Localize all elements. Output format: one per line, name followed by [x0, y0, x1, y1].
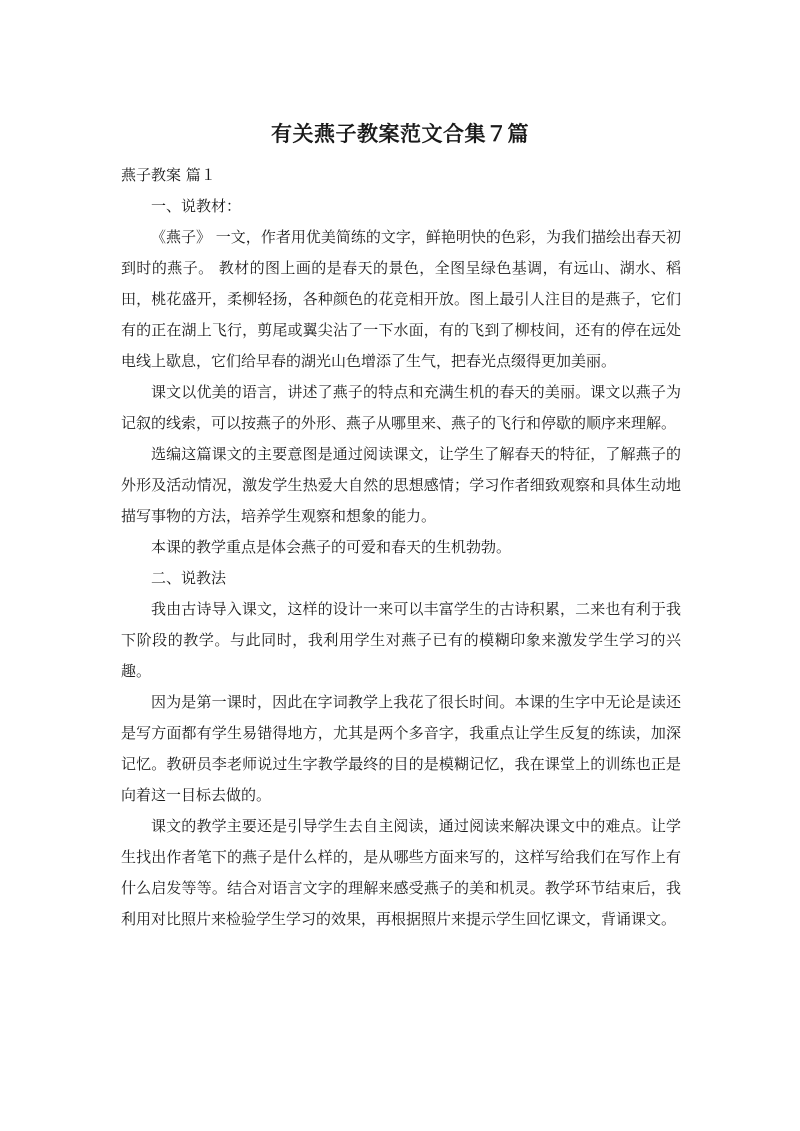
body-paragraph: 选编这篇课文的主要意图是通过阅读课文，让学生了解春天的特征，了解燕子的外形及活动情况，激发学生热爱大自然的思想感情；学习作者细致观察和具体生动地描写事物的方法，培养学生观察和想象的能力。	[121, 445, 681, 525]
section-subheading-materials: 一、说教材：	[151, 197, 242, 215]
section-heading: 燕子教案 篇１	[121, 166, 216, 184]
section-subheading-methods: 二、说教法	[151, 569, 227, 587]
body-paragraph: 因为是第一课时，因此在字词教学上我花了很长时间。本课的生字中无论是读还是写方面都有学生易错得地方，尤其是两个多音字，我重点让学生反复的练读，加深记忆。教研员李老师说过生字教学最终的目的是模糊记忆，我在课堂上的训练也正是向着这一目标去做的。	[121, 693, 681, 804]
document-title: 有关燕子教案范文合集７篇	[271, 122, 529, 146]
document-body	[121, 160, 681, 935]
body-paragraph: 《燕子》 一文，作者用优美简练的文字，鲜艳明快的色彩，为我们描绘出春天初到时的燕子。 教材的图上画的是春天的景色，全图呈绿色基调，有远山、湖水、稻田，桃花盛开，柔柳轻扬，各种颜色的花竞相开放。图上最引人注目的是燕子，它们有的正在湖上飞行，剪尾或翼尖沾了一下水面，有的飞到了柳枝间，还有的停在远处电线上歇息，它们给早春的湖光山色增添了生气，把春光点缀得更加美丽。	[121, 228, 681, 370]
body-paragraph: 我由古诗导入课文，这样的设计一来可以丰富学生的古诗积累，二来也有利于我下阶段的教学。与此同时，我利用学生对燕子已有的模糊印象来激发学生学习的兴趣。	[121, 600, 681, 680]
body-paragraph: 本课的教学重点是体会燕子的可爱和春天的生机勃勃。	[151, 538, 512, 556]
body-paragraph: 课文以优美的语言，讲述了燕子的特点和充满生机的春天的美丽。课文以燕子为记叙的线索，可以按燕子的外形、燕子从哪里来、燕子的飞行和停歇的顺序来理解。	[121, 383, 681, 432]
body-paragraph: 课文的教学主要还是引导学生去自主阅读，通过阅读来解决课文中的难点。让学生找出作者笔下的燕子是什么样的，是从哪些方面来写的，这样写给我们在写作上有什么启发等等。结合对语言文字的理解来感受燕子的美和机灵。教学环节结束后，我利用对比照片来检验学生学习的效果，再根据照片来提示学生回忆课文，背诵课文。	[121, 817, 681, 928]
